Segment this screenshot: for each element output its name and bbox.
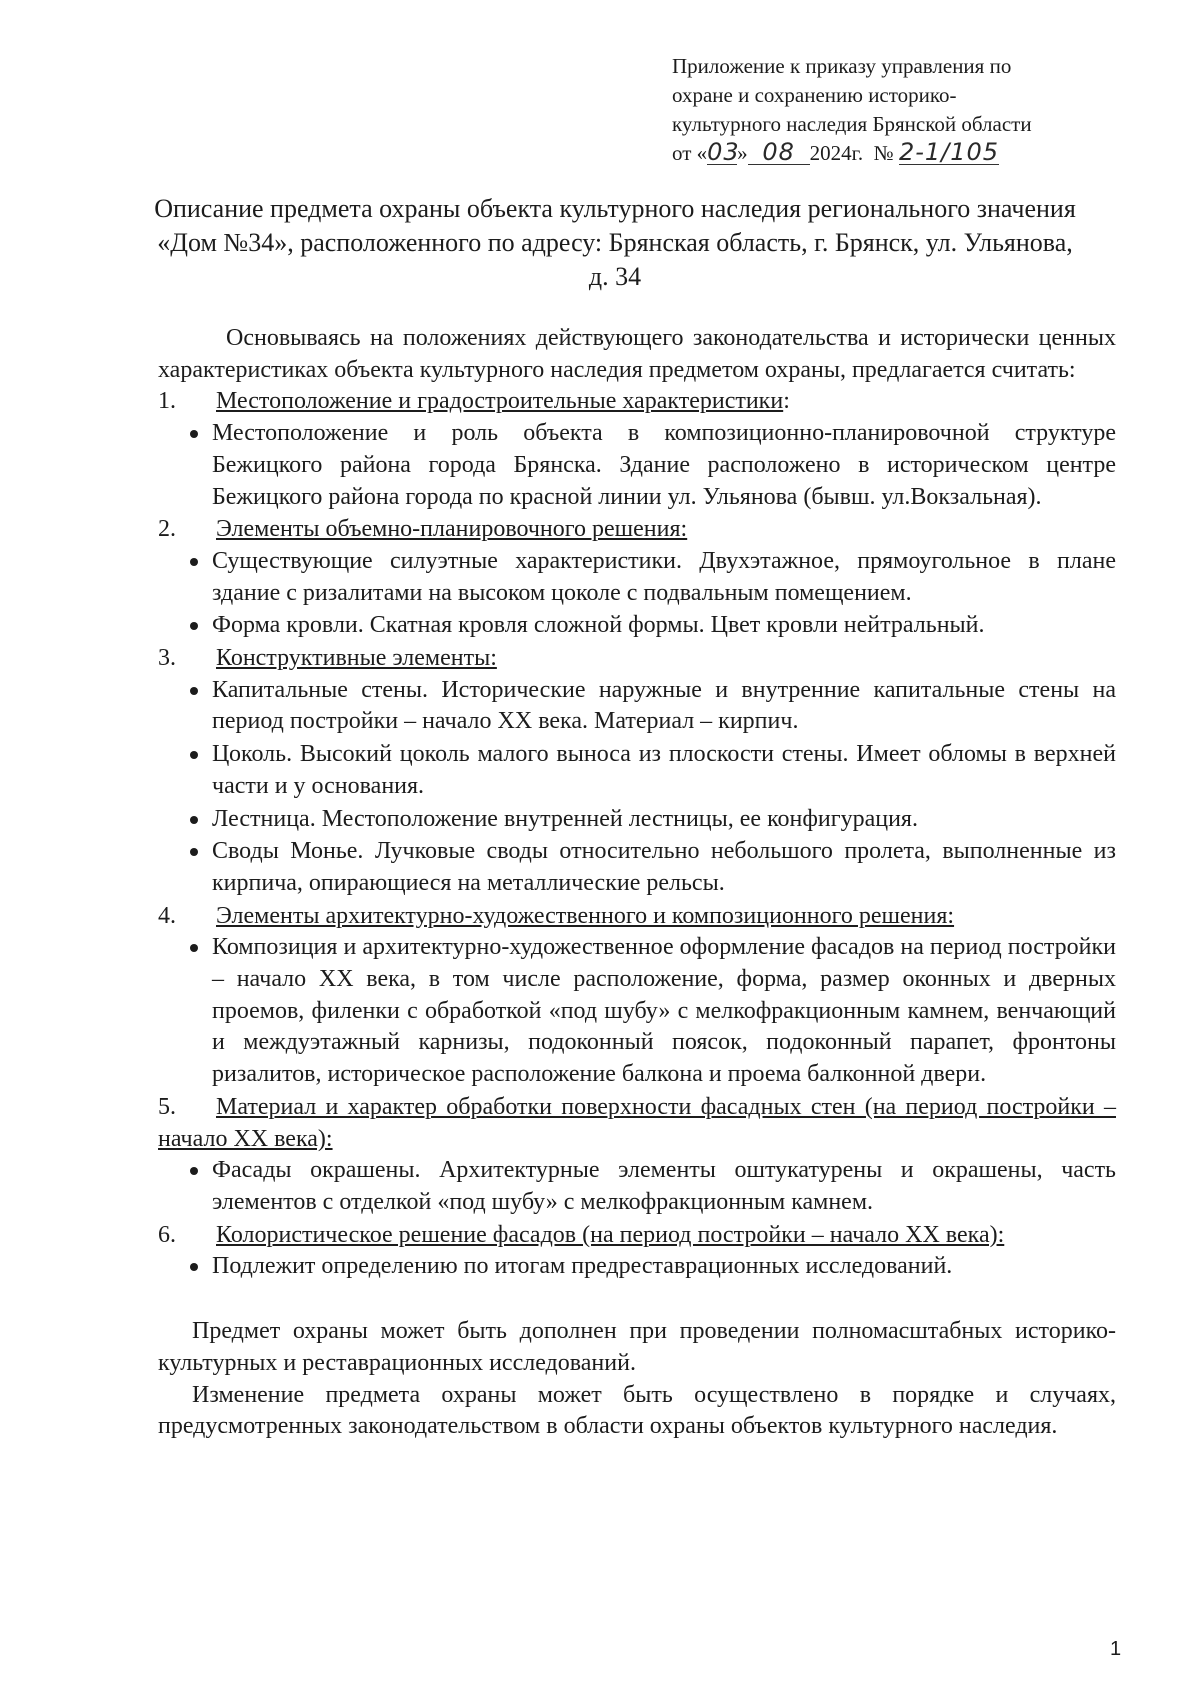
bullet-icon (190, 944, 198, 952)
section-title: Материал и характер обработки поверхности фасадных стен (на период постройки – начало XX века): (158, 1093, 1116, 1152)
bullet-icon (190, 816, 198, 824)
list-item-text: Существующие силуэтные характеристики. Двухэтажное, прямоугольное в плане здание с ризалитами на высоком цоколе с подвальным помещением. (212, 547, 1116, 606)
date-prefix: от « (672, 141, 708, 165)
bullet-icon (190, 558, 198, 566)
bullet-icon (190, 1167, 198, 1175)
list-item (186, 836, 1116, 899)
list-item (186, 546, 1116, 609)
list-item (186, 610, 1116, 642)
bullet-icon (190, 1263, 198, 1271)
header-line-2: охране и сохранению историко- (672, 83, 957, 107)
bullet-icon (190, 687, 198, 695)
handwritten-month: 08 (748, 140, 810, 165)
list-item-text: Лестница. Местоположение внутренней лестницы, ее конфигурация. (212, 805, 918, 832)
document-title: Описание предмета охраны объекта культурного наследия регионального значения «Дом №34», расположенного по адресу: Брянская область, г. Брянск, ул. Ульянова, д. 34 (154, 194, 1076, 291)
section-items (158, 418, 1116, 513)
sections-list (158, 386, 1116, 1283)
section-heading (158, 514, 1116, 546)
section-heading (158, 643, 1116, 675)
section-title: Местоположение и градостроительные характеристики (216, 388, 784, 415)
list-item-text: Цоколь. Высокий цоколь малого выноса из плоскости стены. Имеет обломы в верхней части и у основания. (212, 741, 1116, 799)
list-item-text: Капитальные стены. Исторические наружные и внутренние капитальные стены на период постройки – начало XX века. Материал – кирпич. (212, 676, 1116, 735)
list-item (186, 1155, 1116, 1218)
section-number: 3. (158, 645, 176, 672)
list-item (186, 739, 1116, 802)
section-items (158, 546, 1116, 642)
bullet-icon (190, 430, 198, 438)
document-body (158, 323, 1116, 1443)
section-number: 6. (158, 1221, 176, 1248)
section-heading (158, 901, 1116, 933)
section-title: Конструктивные элементы: (216, 645, 497, 672)
list-item-text: Фасады окрашены. Архитектурные элементы оштукатурены и окрашены, часть элементов с отделкой «под шубу» с мелкофракционным камнем. (212, 1157, 1116, 1215)
section-items (158, 932, 1116, 1091)
list-item (186, 804, 1116, 836)
section-number: 5. (158, 1093, 176, 1120)
date-year: 2024г. (809, 141, 864, 165)
list-item (186, 1251, 1116, 1283)
closing-paragraph: Предмет охраны может быть дополнен при проведении полномасштабных историко-культурных и реставрационных исследований. (158, 1318, 1116, 1376)
list-item-text: Подлежит определению по итогам предреставрационных исследований. (212, 1253, 953, 1280)
bullet-icon (190, 751, 198, 759)
closing-paragraphs (158, 1316, 1116, 1443)
list-item-text: Форма кровли. Скатная кровля сложной формы. Цвет кровли нейтральный. (212, 612, 985, 639)
list-item (186, 418, 1116, 513)
list-item-text: Своды Монье. Лучковые своды относительно небольшого пролета, выполненные из кирпича, опирающиеся на металлические рельсы. (212, 838, 1116, 896)
intro-paragraph: Основываясь на положениях действующего законодательства и исторически ценных характеристиках объекта культурного наследия предметом охраны, предлагается считать: (158, 325, 1116, 383)
header-line-1: Приложение к приказу управления по (672, 54, 1012, 78)
appendix-header (672, 52, 1092, 168)
section-items (158, 1251, 1116, 1283)
section-items (158, 675, 1116, 900)
section-heading (158, 1220, 1116, 1252)
section-title: Элементы объемно-планировочного решения: (216, 516, 688, 543)
section-title: Элементы архитектурно-художественного и композиционного решения: (216, 902, 955, 929)
section-items (158, 1155, 1116, 1218)
date-mid: » (737, 141, 748, 165)
handwritten-day: 03 (707, 138, 740, 166)
header-date-line (672, 139, 1092, 168)
list-item (186, 932, 1116, 1091)
header-line-3: культурного наследия Брянской области (672, 112, 1032, 136)
bullet-icon (190, 848, 198, 856)
handwritten-order-number: 2-1/105 (898, 138, 1000, 166)
section-heading (158, 386, 1116, 418)
section-number: 1. (158, 388, 176, 415)
list-item-text: Местоположение и роль объекта в композиционно-планировочной структуре Бежицкого района города Брянска. Здание расположено в историческом центре Бежицкого района города по красной линии ул. Ульянова (бывш. ул.Вокзальная). (212, 420, 1116, 510)
closing-paragraph: Изменение предмета охраны может быть осуществлено в порядке и случаях, предусмотренных законодательством в области охраны объектов культурного наследия. (158, 1381, 1116, 1440)
bullet-icon (190, 622, 198, 630)
section-number: 2. (158, 516, 176, 543)
section-title-suffix: : (783, 388, 790, 415)
section-heading (158, 1092, 1116, 1155)
section-number: 4. (158, 902, 176, 929)
list-item-text: Композиция и архитектурно-художественное оформление фасадов на период постройки – начало XX века, в том числе расположение, форма, размер оконных и дверных проемов, филенки с обработкой «под шубу» с мелкофракционным камнем, венчающий и междуэтажный карнизы, подоконный поясок, подоконный парапет, фронтоны ризалитов, историческое расположение балкона и проема балконной двери. (212, 934, 1116, 1088)
page-number: 1 (1110, 1638, 1122, 1660)
list-item (186, 675, 1116, 738)
section-title: Колористическое решение фасадов (на период постройки – начало XX века): (216, 1221, 1005, 1248)
number-prefix: № (873, 141, 894, 165)
